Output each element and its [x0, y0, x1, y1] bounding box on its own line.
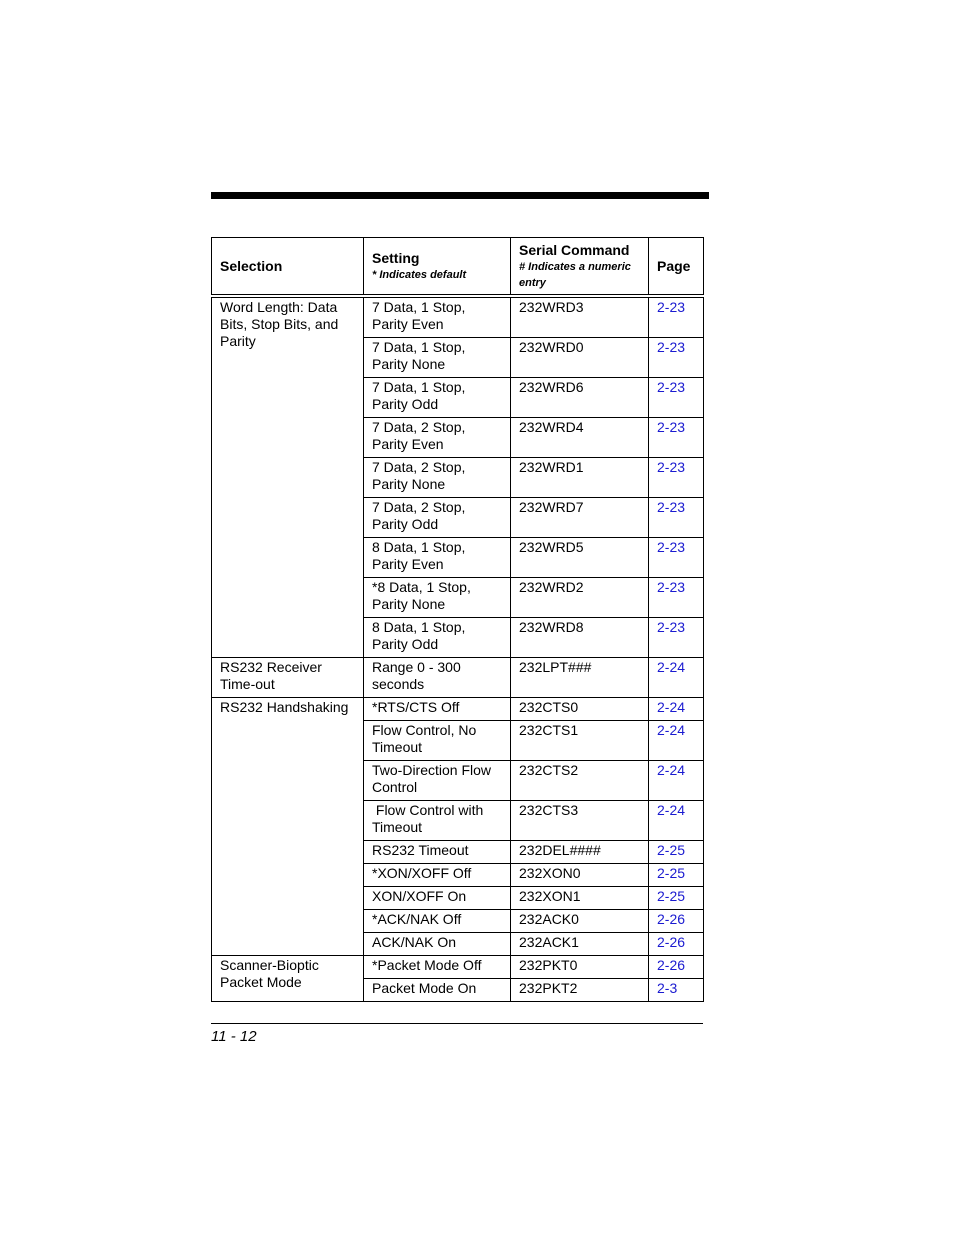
selection-cell: RS232 Handshaking	[212, 698, 364, 956]
selection-cell: RS232 Receiver Time-out	[212, 658, 364, 698]
page-link[interactable]: 2-23	[657, 339, 686, 355]
page-link[interactable]: 2-25	[657, 888, 686, 904]
setting-cell: 7 Data, 2 Stop, Parity Even	[364, 418, 511, 458]
page-link[interactable]: 2-26	[657, 934, 686, 950]
selection-cell: Scanner-Bioptic Packet Mode	[212, 956, 364, 1002]
command-cell: 232ACK0	[511, 910, 649, 933]
page-cell[interactable]	[649, 498, 704, 538]
page-link[interactable]: 2-23	[657, 419, 686, 435]
command-cell: 232WRD1	[511, 458, 649, 498]
setting-cell: *ACK/NAK Off	[364, 910, 511, 933]
setting-cell: 7 Data, 1 Stop, Parity Even	[364, 296, 511, 338]
command-cell: 232XON1	[511, 887, 649, 910]
page-link[interactable]: 2-23	[657, 299, 686, 315]
setting-cell: 8 Data, 1 Stop, Parity Odd	[364, 618, 511, 658]
setting-cell: *RTS/CTS Off	[364, 698, 511, 721]
page-cell[interactable]	[649, 979, 704, 1002]
header-selection: Selection	[212, 238, 364, 297]
page-cell[interactable]	[649, 864, 704, 887]
page-cell[interactable]	[649, 338, 704, 378]
setting-cell: 7 Data, 2 Stop, Parity None	[364, 458, 511, 498]
command-cell: 232CTS3	[511, 801, 649, 841]
page-cell[interactable]	[649, 956, 704, 979]
page-cell[interactable]	[649, 578, 704, 618]
page-link[interactable]: 2-23	[657, 579, 686, 595]
table-row	[212, 296, 704, 338]
command-cell: 232WRD3	[511, 296, 649, 338]
page-link[interactable]: 2-25	[657, 842, 686, 858]
top-rule	[211, 192, 709, 199]
page-cell[interactable]	[649, 910, 704, 933]
page-cell[interactable]	[649, 538, 704, 578]
table-header-row	[212, 238, 704, 297]
setting-cell: *XON/XOFF Off	[364, 864, 511, 887]
footer-rule	[211, 1023, 703, 1024]
header-setting: Setting * Indicates default	[364, 238, 511, 297]
page-link[interactable]: 2-23	[657, 379, 686, 395]
page-cell[interactable]	[649, 721, 704, 761]
command-cell: 232WRD4	[511, 418, 649, 458]
page-link[interactable]: 2-26	[657, 957, 686, 973]
page-cell[interactable]	[649, 618, 704, 658]
setting-cell: XON/XOFF On	[364, 887, 511, 910]
page-cell[interactable]	[649, 296, 704, 338]
header-page: Page	[649, 238, 704, 297]
command-cell: 232WRD5	[511, 538, 649, 578]
header-setting-note: * Indicates default	[372, 268, 467, 281]
page-cell[interactable]	[649, 801, 704, 841]
page-link[interactable]: 2-23	[657, 459, 686, 475]
command-cell: 232WRD0	[511, 338, 649, 378]
header-serial-note: # Indicates a numeric entry	[519, 260, 631, 289]
table-row	[212, 658, 704, 698]
setting-cell: Flow Control, No Timeout	[364, 721, 511, 761]
setting-cell: Range 0 - 300 seconds	[364, 658, 511, 698]
setting-cell: *8 Data, 1 Stop, Parity None	[364, 578, 511, 618]
setting-cell: *Packet Mode Off	[364, 956, 511, 979]
page-number: 11 - 12	[211, 1028, 257, 1045]
setting-cell: Flow Control with Timeout	[364, 801, 511, 841]
page-cell[interactable]	[649, 418, 704, 458]
page-link[interactable]: 2-23	[657, 619, 686, 635]
page-link[interactable]: 2-23	[657, 539, 686, 555]
page-cell[interactable]	[649, 887, 704, 910]
setting-cell: ACK/NAK On	[364, 933, 511, 956]
command-cell: 232LPT###	[511, 658, 649, 698]
command-cell: 232XON0	[511, 864, 649, 887]
header-serial-command: Serial Command # Indicates a numeric entry	[511, 238, 649, 297]
page-cell[interactable]	[649, 761, 704, 801]
page-link[interactable]: 2-24	[657, 762, 686, 778]
command-cell: 232WRD8	[511, 618, 649, 658]
selection-cell: Word Length: Data Bits, Stop Bits, and Parity	[212, 296, 364, 658]
table-row	[212, 956, 704, 979]
page-link[interactable]: 2-24	[657, 722, 686, 738]
command-cell: 232WRD7	[511, 498, 649, 538]
command-cell: 232PKT2	[511, 979, 649, 1002]
table-row	[212, 698, 704, 721]
setting-cell: 7 Data, 1 Stop, Parity None	[364, 338, 511, 378]
page-link[interactable]: 2-25	[657, 865, 686, 881]
command-cell: 232WRD6	[511, 378, 649, 418]
page-link[interactable]: 2-24	[657, 802, 686, 818]
page-cell[interactable]	[649, 841, 704, 864]
page-cell[interactable]	[649, 378, 704, 418]
page-cell[interactable]	[649, 658, 704, 698]
setting-cell: 7 Data, 1 Stop, Parity Odd	[364, 378, 511, 418]
command-cell: 232DEL####	[511, 841, 649, 864]
command-cell: 232PKT0	[511, 956, 649, 979]
page-cell[interactable]	[649, 698, 704, 721]
serial-command-table	[211, 237, 704, 1002]
setting-cell: 7 Data, 2 Stop, Parity Odd	[364, 498, 511, 538]
command-cell: 232ACK1	[511, 933, 649, 956]
page-link[interactable]: 2-24	[657, 699, 686, 715]
command-cell: 232CTS1	[511, 721, 649, 761]
page-cell[interactable]	[649, 458, 704, 498]
page-link[interactable]: 2-26	[657, 911, 686, 927]
page-link[interactable]: 2-3	[657, 980, 678, 996]
setting-cell: Packet Mode On	[364, 979, 511, 1002]
setting-cell: 8 Data, 1 Stop, Parity Even	[364, 538, 511, 578]
setting-cell: Two-Direction Flow Control	[364, 761, 511, 801]
page-cell[interactable]	[649, 933, 704, 956]
page-link[interactable]: 2-24	[657, 659, 686, 675]
command-cell: 232CTS2	[511, 761, 649, 801]
setting-cell: RS232 Timeout	[364, 841, 511, 864]
command-cell: 232CTS0	[511, 698, 649, 721]
command-cell: 232WRD2	[511, 578, 649, 618]
page-link[interactable]: 2-23	[657, 499, 686, 515]
